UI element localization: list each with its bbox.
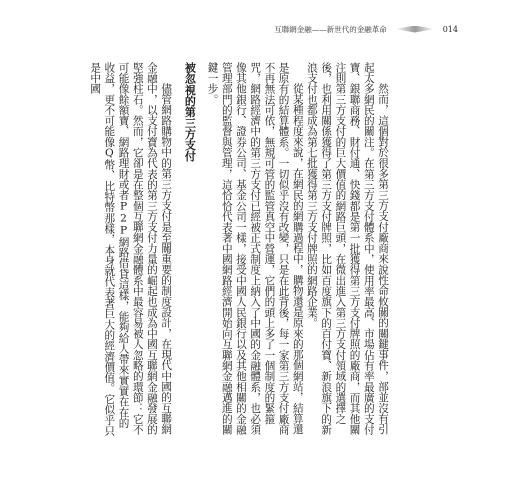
section-heading: 被忽視的第三方支付	[183, 62, 197, 162]
running-title: 互聯網金融——新世代的金融革命	[274, 24, 387, 34]
header-ornament-icon	[395, 26, 435, 33]
body-paragraph-2: 從某種程度來說，在網民的網購過程中，購物還是原來的那個網站，結算還是原有的結算體系。一切似乎沒有改變，只是在此背後，每一家第三方支付廠商不再無法可依，無規可管的監管真空中營運，它們的頭上多了一個制度的緊箍咒，網路經濟中的第三方支付已經被正式制度上納入了中國的金融體系，也必須像其他銀行、證券公司、基金公司一樣，接受中國人民銀行以及其他相關的金融管理部門的監督與管理，這恰恰代表著中國網路經濟開始向互聯網金融邁進的關鍵一步。	[206, 62, 304, 435]
running-header	[168, 21, 458, 37]
section-paragraph-1: 儘管網路購物中的第三方支付是至關重要的制度設計，在現代中國的互聯網金融中，以支付寶為代表的第三方支付力量的崛起也成為中國互聯網金融發展的堅強柱石。然而，它卻是在整個互聯網金融體系中最容易被人忽略的環節：它不可能像餘額寶、網路理財或者P2P網路借貸這樣，能夠給人帶來實實在在的收益，更不可能像Q幣、比特幣那樣，本身就代表著巨大的經濟價值。它似乎只是中國	[89, 62, 173, 437]
page-number: 014	[442, 24, 458, 34]
vertical-text-body	[88, 62, 390, 438]
body-paragraph-1: 然而，這個對於很多第三方支付廠商來說性命攸關的關鍵事件，部並沒有引起太多網民的關注。在第三方支付體系中，使用率最高、市場佔有率最廣的支付寶、銀聯商務、財付通、快錢都是第一批獲得第三方支付牌照的廠商，而其他關注則第三方支付的巨大價值的網路巨頭，在微出進入第三方支付領域的選擇之後，也利用關係獲得了第三方支付牌照，比如百度旗下的百付寶、新浪旗下的新浪支付也都成為第七批獲得第三方支付牌照的網路企業。	[305, 62, 389, 435]
